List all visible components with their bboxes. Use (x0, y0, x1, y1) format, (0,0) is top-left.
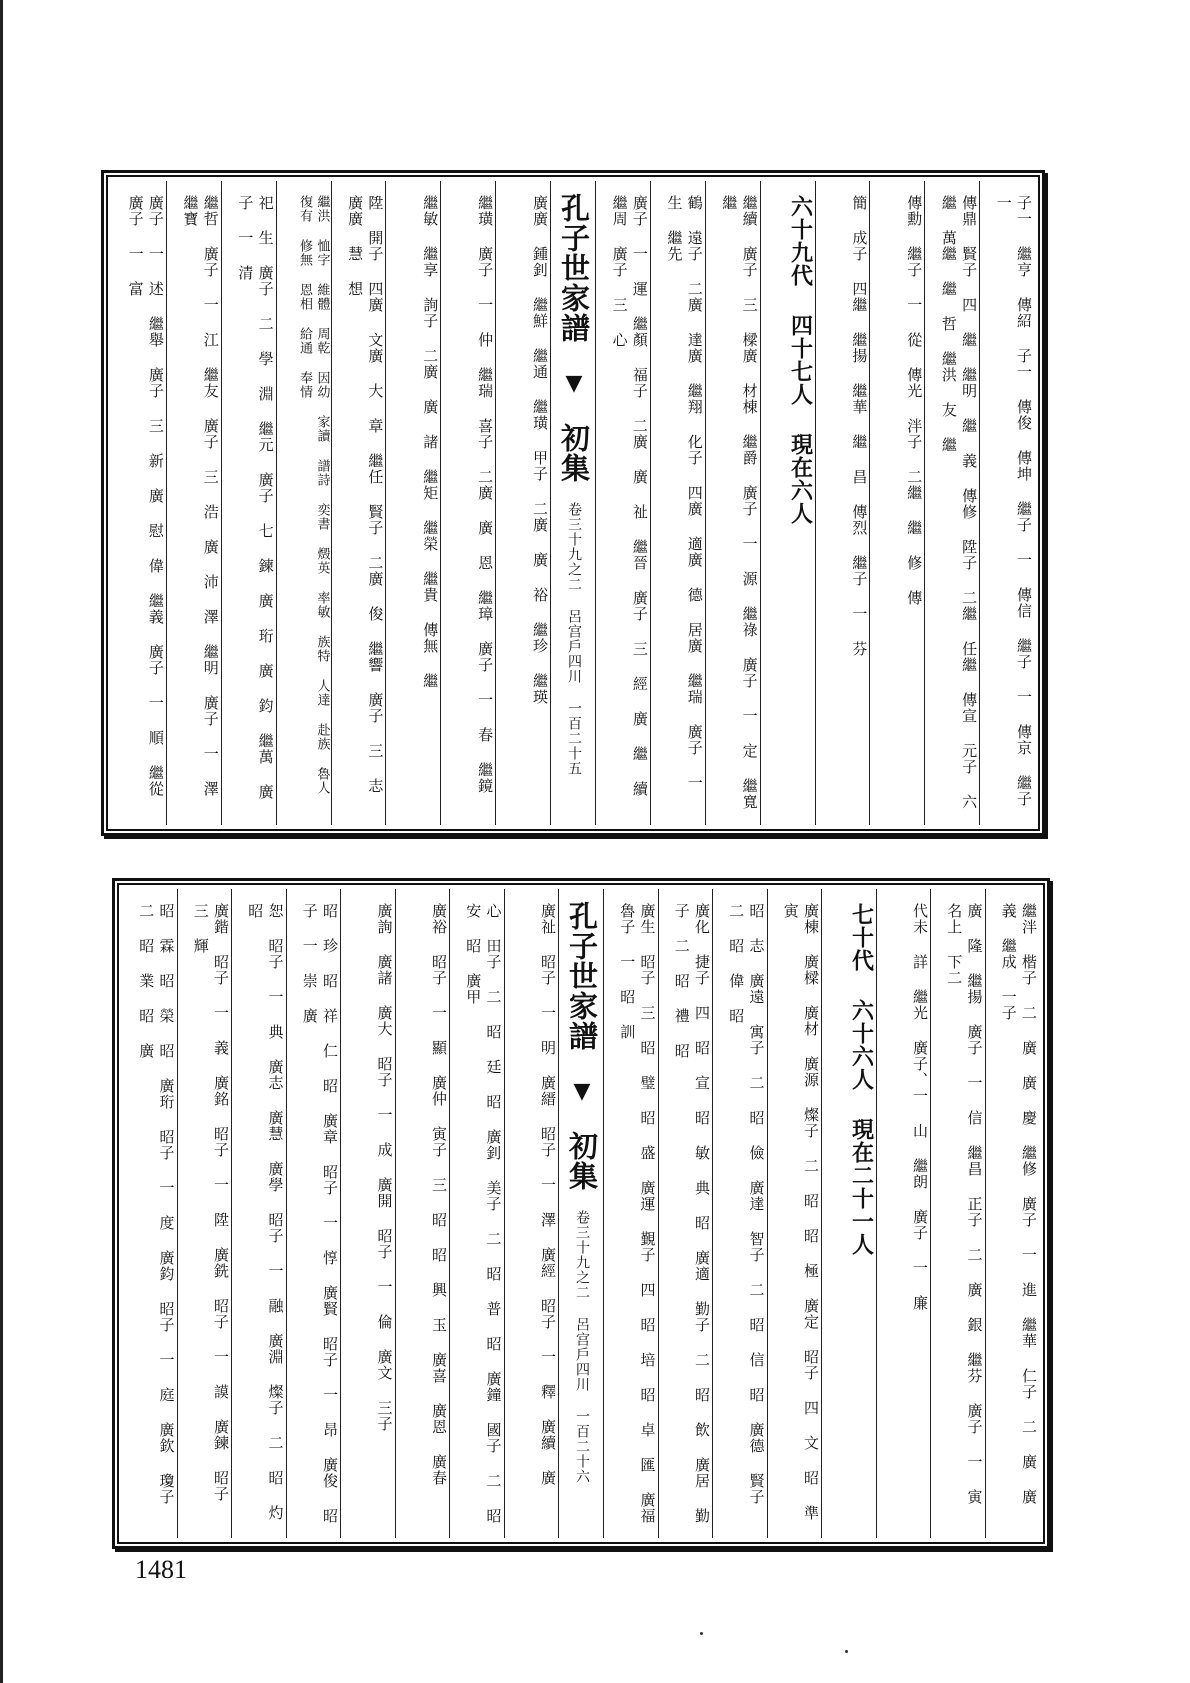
bottom-left-col-4: 廣詢 廣諸 廣大 昭子 一 成 廣開 昭子 一 倫 廣文 三子 (340, 889, 395, 1538)
bottom-left-col-3: 廣裕 昭子 一 顯 廣仲 寅子 三 昭 昭 興 玉 廣喜 廣恩 廣春 (395, 889, 450, 1538)
bottom-spine-title: 孔子世家譜 (565, 901, 599, 1051)
top-genealogy-panel (101, 170, 1045, 836)
top-left-col-5: 繼洪 恤字 維體 周乾 因幼 家讀 譜詩 奕書 燬英 率敏 族特 人達 赴族 魯人 復有 修無 恩相 給通 奉情 (276, 181, 331, 825)
bottom-left-col-8: 昭 霖 昭 榮 昭 廣珩 昭子 一 度 廣鈞 昭子 一 庭 廣欽 瓊子 二 昭 業 昭 廣 (137, 903, 176, 1505)
top-left-col-4: 陞 開子 四廣 文廣 大 章 繼任 賢子 二廣 俊 繼響 廣子 三 志 廣廣 慧 想 (331, 181, 386, 825)
bottom-genealogy-panel (112, 878, 1050, 1549)
page-edge-line (0, 0, 3, 1683)
bottom-left-col-5: 昭 珍 昭 祥 仁 昭 廣章 昭子 一 惇 廣賢 昭子 一 昂 廣俊 昭子 一 崇 廣 (286, 889, 341, 1538)
bottom-col-5: 廣棟 廣樑 廣材 廣源 燦子 二 昭 昭 極 廣定 昭子 四 文 昭 準 寅 (767, 889, 822, 1538)
top-spine-vol: 初集 (557, 423, 591, 483)
top-generation-heading: 六十九代 四十七人 現在六人 (760, 181, 815, 825)
top-spine-ref: 卷三十九之二 呂宫戶四川 一百二十五 (566, 502, 582, 776)
fishtail-icon: ▼ (561, 370, 587, 396)
top-left-col-2: 繼璜 廣子 一 仲 繼瑞 喜子 二廣 廣 恩 繼璋 廣子 一 春 繼鏡 (440, 181, 495, 825)
top-col-1: 子一 繼亨 傳紹 子一 傳俊 傳坤 繼子 一 傳信 繼子 一 傳京 繼子 一 (979, 181, 1034, 825)
bottom-spine-ref: 卷三十九之二 呂宫戶四川 一百二十六 (574, 1210, 590, 1484)
bottom-spine (558, 889, 603, 1538)
bottom-col-6: 昭 志 廣遠 寓子 二 昭 儉 廣達 智子 二 昭 信 昭 廣德 賢子 二 昭 偉 昭 (712, 889, 767, 1538)
top-col-2: 傳鼎 賢子 四 繼 繼明 繼 義 傳修 陞子 二繼 任繼 傳宣 元子 六繼 萬繼 繼 哲 繼洪 友 繼 (924, 181, 979, 825)
bottom-generation-heading: 七十代 六十六人 現在二十一人 (821, 889, 876, 1538)
bottom-col-8: 廣生 昭子 三 昭 璧 昭 盛 廣運 覲子 四 昭 培 昭 卓 匯 廣福 魯子 一 昭 訓 (603, 889, 658, 1538)
top-col-3: 傳勳 繼子 一 從 傳光 泮子 二繼 繼 修 傳 (869, 181, 924, 825)
bottom-left-col-2: 心 田子 二 昭 廷 昭 廣釗 美子 二 昭 普 昭 廣鐘 國子 二 昭 安 昭 廣甲 (449, 889, 504, 1538)
bottom-left-col-7: 廣鍇 昭子 一 義 廣銘 昭子 一 陞 廣銑 昭子 一 謨 廣鍊 昭子 三 輝 (177, 889, 232, 1538)
fishtail-icon: ▼ (569, 1078, 595, 1104)
top-col-6: 繼續 廣子 三 樑廣 材棟 繼爵 廣子 一 源 繼祿 廣子 一 定 繼寬 繼 (705, 181, 760, 825)
top-left-col-1: 廣廣 鍾釗 繼鮮 繼通 繼璜 甲子 二廣 廣 裕 繼珍 繼瑛 (495, 181, 550, 825)
bottom-col-3: 代未 詳 繼光 廣子、一 山 繼朗 廣子 一 廉 (876, 889, 931, 1538)
bottom-col-7: 廣化 捷子 四 昭 宣 昭 敏 典 昭 廣適 勤子 二 昭 飲 廣居 勤子 二 昭 禮 昭 (658, 889, 713, 1538)
bottom-left-col-6: 恕 昭子 一 典 廣志 廣慧 廣學 昭子 一 融 廣淵 燦子 二 昭 灼 昭 (231, 889, 286, 1538)
top-left-col-7: 繼哲 廣子 一 江 繼友 廣子 三 浩 廣 沛 澤 繼明 廣子 一 澤 繼寶 (166, 181, 221, 825)
top-col-4: 簡 成子 四繼 繼揚 繼華 繼 昌 傳烈 繼子 一 芬 (815, 181, 870, 825)
top-left-col-8: 廣子 一 述 繼舉 廣子 三 新 廣 慰 偉 繼義 廣子 一 順 繼從 廣子 一 富 (126, 195, 165, 797)
page-number: 1481 (135, 1555, 187, 1584)
scan-speck (845, 1650, 848, 1653)
bottom-col-2: 廣 隆 繼揚 廣子 一 信 繼昌 正子 二 廣 銀 繼芬 廣子 一 寅 名上 下二 (930, 889, 985, 1538)
top-spine (550, 181, 595, 825)
top-left-col-6: 祀 生 廣子 二 學 淵 繼元 廣子 七 鍊 廣 珩 廣 鈞 繼萬 廣子 一 清 (221, 181, 276, 825)
bottom-col-1: 繼泮 楷子 二 廣 廣 慶 繼修 廣子 一 進 繼華 仁子 二 廣 廣 義 繼成 一子 (985, 889, 1040, 1538)
bottom-left-col-1: 廣祉 昭子 一 明 廣縉 昭子 一 澤 廣經 昭子 一 釋 廣續 廣 (504, 889, 559, 1538)
top-col-8: 廣子 一 運 繼顏 福子 二廣 廣 祉 繼晉 廣子 三 經 廣 繼 續 繼周 廣子 三 心 (595, 181, 650, 825)
scan-speck (700, 1632, 703, 1635)
bottom-spine-vol: 初集 (565, 1131, 599, 1191)
bottom-columns (123, 889, 1039, 1538)
top-spine-title: 孔子世家譜 (557, 193, 591, 343)
top-columns (112, 181, 1034, 825)
top-left-col-3: 繼敏 繼享 詢子 二廣 廣 諸 繼矩 繼榮 繼貴 傳無 繼 (385, 181, 440, 825)
top-col-7: 鶴 遠子 二廣 達廣 繼翔 化子 四廣 適廣 德 居廣 繼瑞 廣子 一 生 繼先 (650, 181, 705, 825)
